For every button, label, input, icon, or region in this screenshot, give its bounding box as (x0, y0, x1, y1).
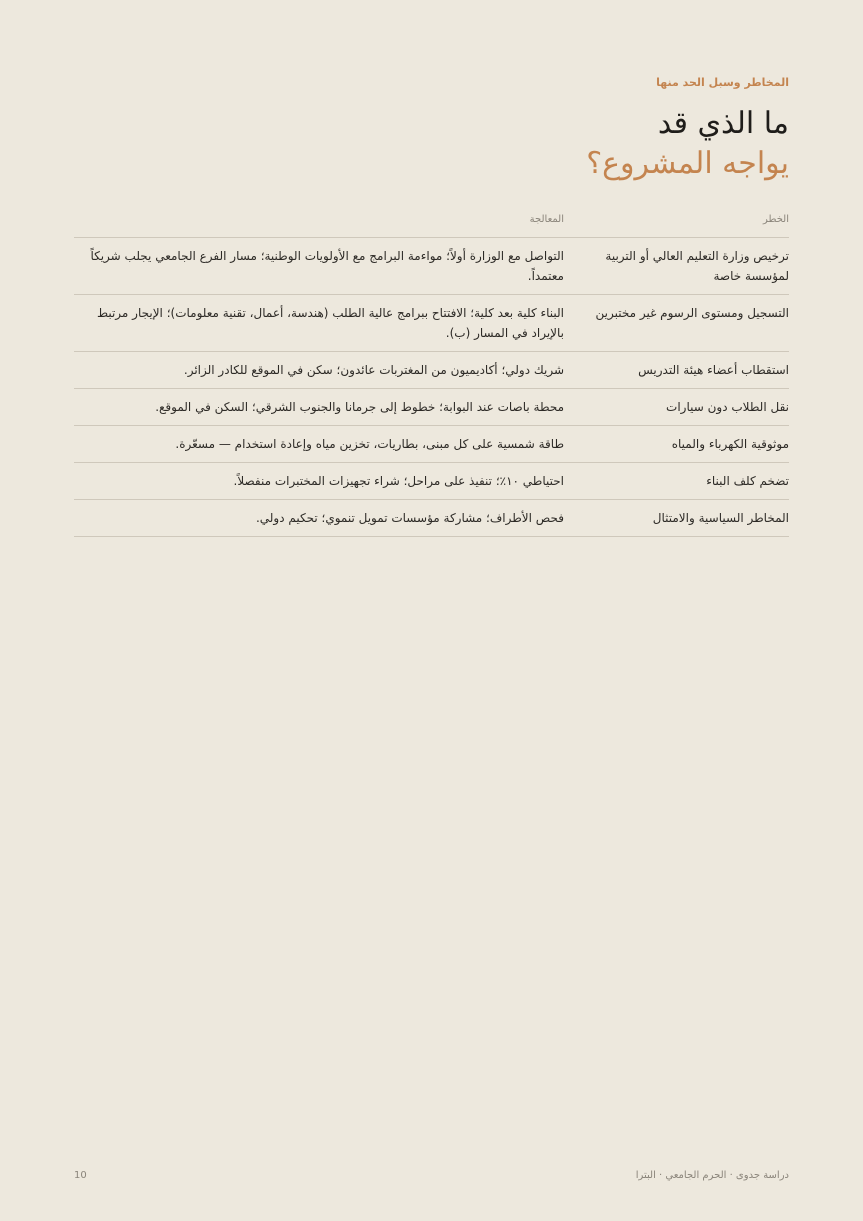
treatment-cell: احتياطي ١٠٪؛ تنفيذ على مراحل؛ شراء تجهيزات المختبرات منفصلاً. (74, 463, 564, 500)
risk-cell: المخاطر السياسية والامتثال (564, 500, 789, 537)
page-title-line-1: ما الذي قد (657, 106, 789, 141)
page (74, 0, 789, 1221)
table-row (74, 463, 789, 500)
table-row (74, 295, 789, 352)
table-row (74, 238, 789, 295)
treatment-cell: محطة باصات عند البوابة؛ خطوط إلى جرمانا والجنوب الشرقي؛ السكن في الموقع. (74, 389, 564, 426)
table-header-row (74, 208, 789, 238)
risk-cell: موثوقية الكهرباء والمياه (564, 426, 789, 463)
table-row (74, 500, 789, 537)
page-title (586, 104, 789, 184)
treatment-cell: شريك دولي؛ أكاديميون من المغتربات عائدون؛ سكن في الموقع للكادر الزائر. (74, 352, 564, 389)
risk-cell: تضخم كلف البناء (564, 463, 789, 500)
column-header-treatment: المعالجة (74, 208, 564, 238)
table-row (74, 352, 789, 389)
risk-cell: استقطاب أعضاء هيئة التدريس (564, 352, 789, 389)
table-row (74, 426, 789, 463)
footer-document-label: دراسة جدوى · الحرم الجامعي · البترا (635, 1170, 789, 1181)
treatment-cell: طاقة شمسية على كل مبنى، بطاريات، تخزين مياه وإعادة استخدام — مسعّرة. (74, 426, 564, 463)
risk-table (74, 208, 789, 537)
risk-cell: نقل الطلاب دون سيارات (564, 389, 789, 426)
table-row (74, 389, 789, 426)
risk-cell: التسجيل ومستوى الرسوم غير مختبرين (564, 295, 789, 352)
treatment-cell: فحص الأطراف؛ مشاركة مؤسسات تمويل تنموي؛ تحكيم دولي. (74, 500, 564, 537)
section-eyebrow: المخاطر وسبل الحد منها (656, 76, 789, 89)
page-title-line-2: يواجه المشروع؟ (586, 146, 789, 181)
column-header-risk: الخطر (564, 208, 789, 238)
footer-page-number: 10 (74, 1170, 87, 1181)
treatment-cell: التواصل مع الوزارة أولاً؛ مواءمة البرامج مع الأولويات الوطنية؛ مسار الفرع الجامعي يجلب شريكاً معتمداً. (74, 238, 564, 295)
risk-cell: ترخيص وزارة التعليم العالي أو التربية لمؤسسة خاصة (564, 238, 789, 295)
treatment-cell: البناء كلية بعد كلية؛ الافتتاح ببرامج عالية الطلب (هندسة، أعمال، تقنية معلومات)؛ الإيجار مرتبط بالإيراد في المسار (ب). (74, 295, 564, 352)
